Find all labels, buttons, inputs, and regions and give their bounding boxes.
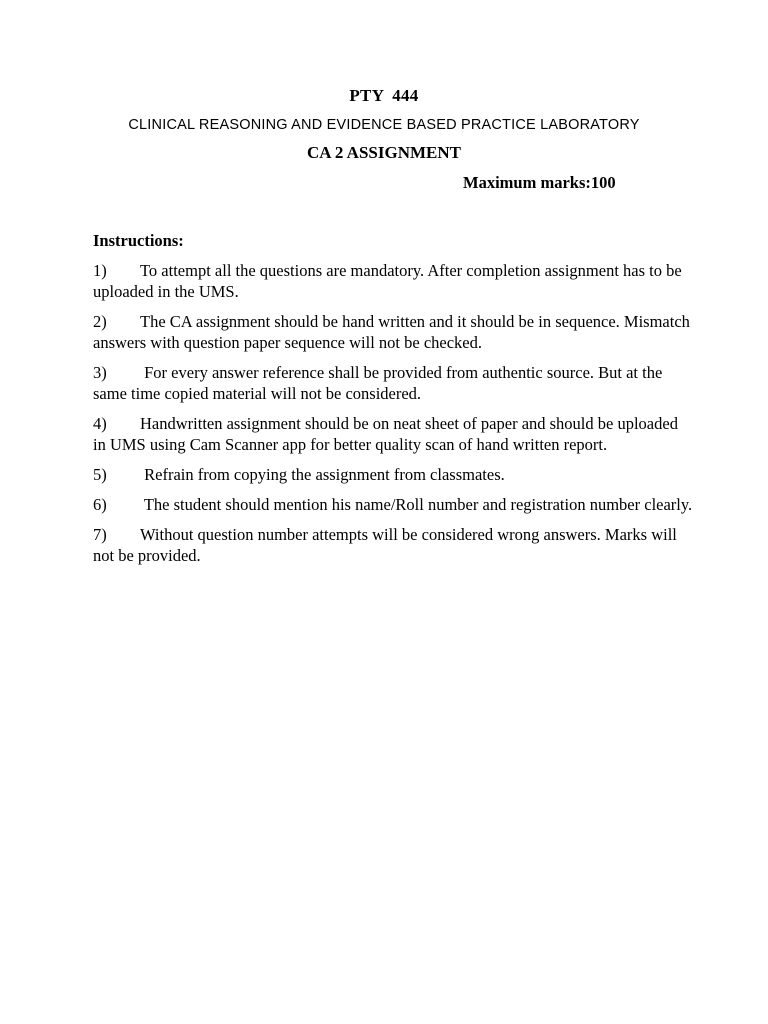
instruction-text: Without question number attempts will be considered wrong answers. Marks will not be provided. bbox=[93, 525, 677, 565]
instruction-number: 6) bbox=[93, 495, 107, 514]
instruction-item-1 bbox=[93, 260, 693, 302]
instruction-item-5 bbox=[93, 464, 693, 485]
course-title: CLINICAL REASONING AND EVIDENCE BASED PRACTICE LABORATORY bbox=[128, 117, 640, 133]
instruction-item-6 bbox=[93, 494, 693, 515]
instruction-text: Refrain from copying the assignment from classmates. bbox=[140, 465, 505, 484]
course-code: PTY 444 bbox=[349, 86, 419, 105]
instruction-text: To attempt all the questions are mandatory. After completion assignment has to be uploaded in the UMS. bbox=[93, 261, 682, 301]
instruction-number: 5) bbox=[93, 465, 107, 484]
instruction-item-3 bbox=[93, 362, 693, 404]
instruction-item-7 bbox=[93, 524, 693, 566]
maximum-marks: Maximum marks:100 bbox=[463, 173, 616, 192]
instruction-item-2 bbox=[93, 311, 693, 353]
instruction-text: The student should mention his name/Roll number and registration number clearly. bbox=[140, 495, 693, 514]
instruction-number: 1) bbox=[93, 261, 107, 280]
instruction-number: 2) bbox=[93, 312, 107, 331]
instruction-text: Handwritten assignment should be on neat sheet of paper and should be uploaded in UMS using Cam Scanner app for better quality scan of hand written report. bbox=[93, 414, 678, 454]
instruction-item-4 bbox=[93, 413, 693, 455]
instruction-number: 7) bbox=[93, 525, 107, 544]
instruction-text: The CA assignment should be hand written and it should be in sequence. Mismatch answers with question paper sequence will not be checked. bbox=[93, 312, 690, 352]
instructions-heading: Instructions: bbox=[93, 231, 184, 250]
instruction-number: 3) bbox=[93, 363, 107, 382]
instructions-list bbox=[93, 260, 693, 575]
instruction-text: For every answer reference shall be provided from authentic source. But at the same time copied material will not be considered. bbox=[93, 363, 663, 403]
assignment-title: CA 2 ASSIGNMENT bbox=[307, 143, 461, 162]
instruction-number: 4) bbox=[93, 414, 107, 433]
